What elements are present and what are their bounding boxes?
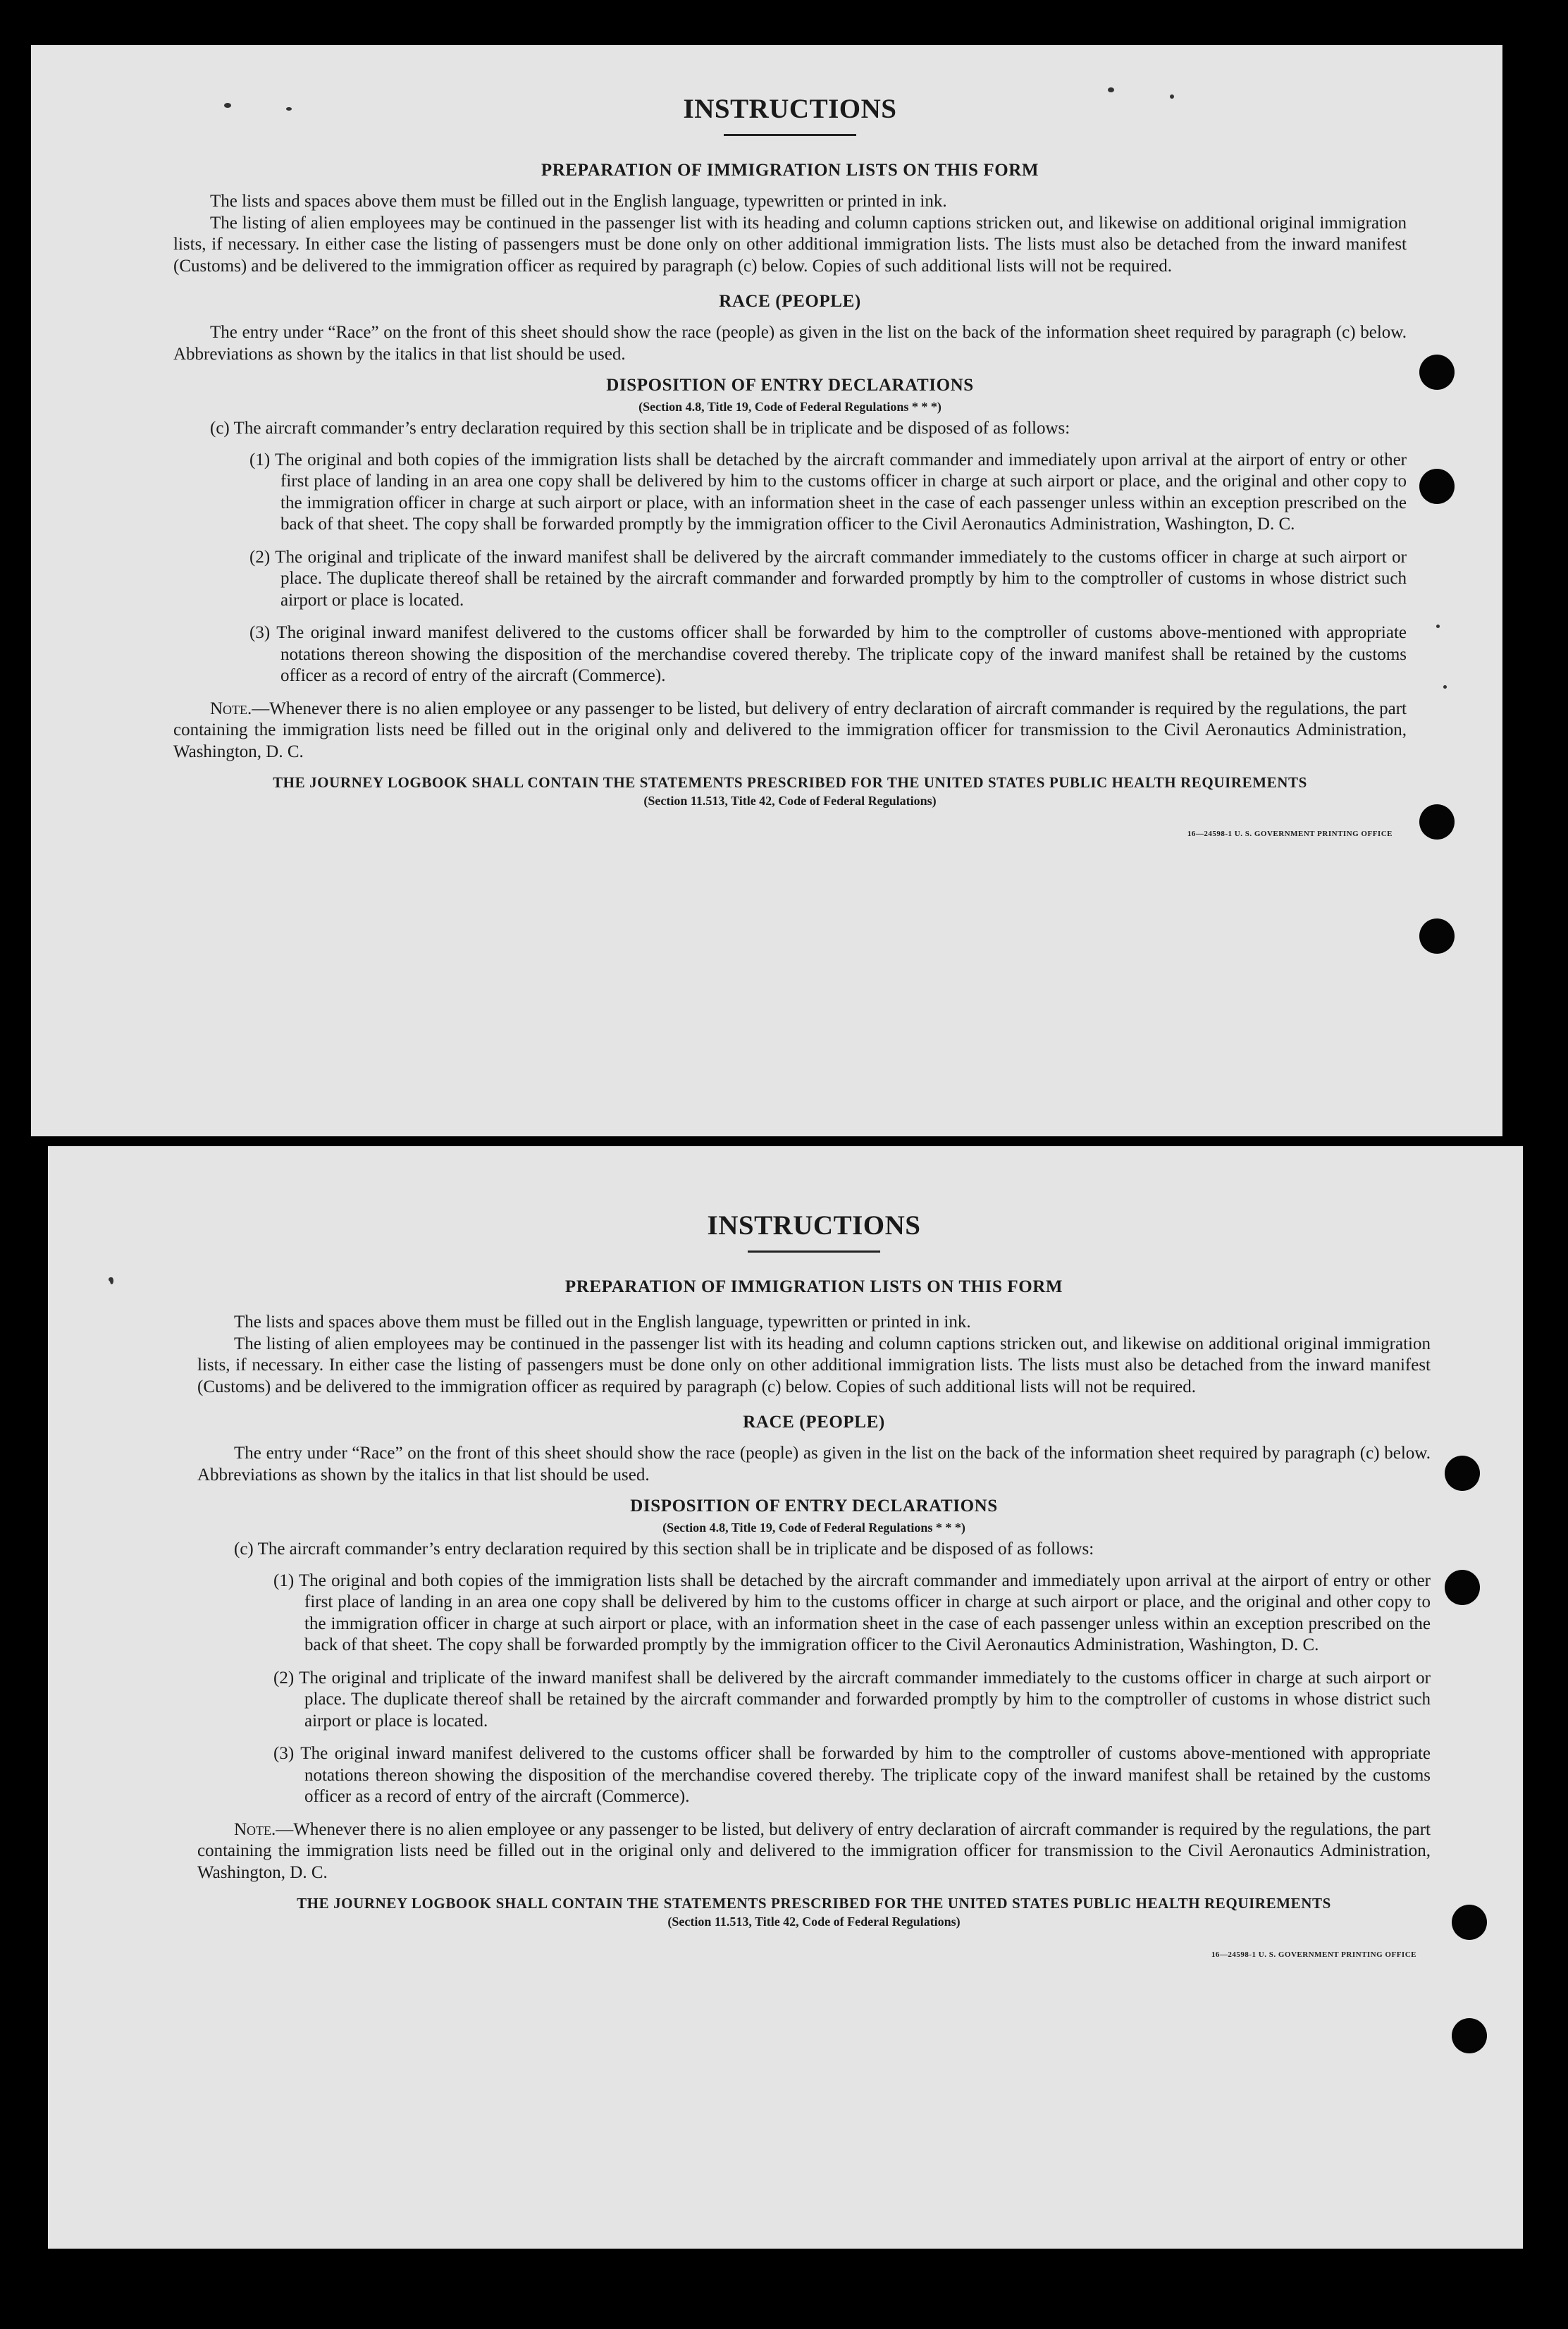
section-heading-disposition: DISPOSITION OF ENTRY DECLARATIONS bbox=[630, 1497, 998, 1516]
note-label: Note. bbox=[210, 699, 252, 718]
preparation-paragraph-2: The listing of alien employees may be continued in the passenger list with its heading and column captions stricken out, and likewise on additional original immigration lists, if necessary. In either case the listing of passengers must be done only on other additional immigration lists. The lists must also be detached from the inward manifest (Customs) and be delivered to the immigration officer as required by paragraph (c) below. Copies of such additional lists will not be required. bbox=[197, 1334, 1431, 1396]
punch-hole bbox=[1452, 1905, 1487, 1940]
punch-hole bbox=[1419, 355, 1455, 390]
punch-hole bbox=[1419, 804, 1455, 840]
health-requirements-citation: (Section 11.513, Title 42, Code of Federal Regulations) bbox=[667, 1915, 961, 1929]
printing-office-code: 16—24598-1 U. S. GOVERNMENT PRINTING OFFICE bbox=[1187, 830, 1393, 838]
title-rule bbox=[724, 134, 856, 136]
note-paragraph bbox=[197, 1819, 1431, 1884]
section-heading-preparation: PREPARATION OF IMMIGRATION LISTS ON THIS FORM bbox=[541, 161, 1039, 180]
section-heading-race: RACE (PEOPLE) bbox=[743, 1413, 885, 1432]
section-heading-disposition: DISPOSITION OF ENTRY DECLARATIONS bbox=[606, 376, 974, 395]
punch-hole bbox=[1445, 1456, 1480, 1491]
disposition-item-2: (2) The original and triplicate of the inward manifest shall be delivered by the aircraft commander immediately to the customs officer in charge at such airport or place. The duplicate thereof shall be retained by the aircraft commander and forwarded promptly by him to the comptroller of customs in whose district such airport or place is located. bbox=[273, 1668, 1431, 1731]
punch-hole bbox=[1419, 469, 1455, 504]
scan-speck bbox=[286, 107, 292, 111]
race-paragraph: The entry under “Race” on the front of this sheet should show the race (people) as given in the list on the back of the information sheet required by paragraph (c) below. Abbreviations as shown by the italics in that list should be used. bbox=[197, 1444, 1431, 1485]
disposition-citation: (Section 4.8, Title 19, Code of Federal Regulations * * *) bbox=[662, 1520, 965, 1535]
sheet-content bbox=[197, 1208, 1431, 1966]
scan-speck bbox=[1170, 94, 1174, 99]
punch-hole bbox=[1445, 1570, 1480, 1605]
disposition-citation: (Section 4.8, Title 19, Code of Federal Regulations * * *) bbox=[638, 400, 942, 414]
disposition-item-1: (1) The original and both copies of the immigration lists shall be detached by the aircraft commander and immediately upon arrival at the airport of entry or other first place of landing in an area one copy shall be delivered by him to the customs officer in charge at such airport or place, and the original and other copy to the immigration officer in charge at such airport or place, with an information sheet in the case of each passenger unless within an exception prescribed on the back of that sheet. The copy shall be forwarded promptly by the immigration officer to the Civil Aeronautics Administration, Washington, D. C. bbox=[273, 1571, 1431, 1654]
punch-hole bbox=[1452, 2018, 1487, 2053]
preparation-paragraph-1: The lists and spaces above them must be filled out in the English language, typewritten or printed in ink. bbox=[210, 192, 947, 211]
disposition-item-2: (2) The original and triplicate of the inward manifest shall be delivered by the aircraft commander immediately to the customs officer in charge at such airport or place. The duplicate thereof shall be retained by the aircraft commander and forwarded promptly by him to the comptroller of customs in whose district such airport or place is located. bbox=[249, 547, 1407, 610]
disposition-item-1: (1) The original and both copies of the immigration lists shall be detached by the aircraft commander and immediately upon arrival at the airport of entry or other first place of landing in an area one copy shall be delivered by him to the customs officer in charge at such airport or place, and the original and other copy to the immigration officer in charge at such airport or place, with an information sheet in the case of each passenger unless within an exception prescribed on the back of that sheet. The copy shall be forwarded promptly by the immigration officer to the Civil Aeronautics Administration, Washington, D. C. bbox=[249, 450, 1407, 534]
note-text: —Whenever there is no alien employee or any passenger to be listed, but delivery of entry declaration of aircraft commander is required by the regulations, the part containing the immigration lists need be filled out in the original only and delivered to the immigration officer for transmission to the Civil Aeronautics Administration, Washington, D. C. bbox=[197, 1819, 1431, 1882]
disposition-paragraph-c: (c) The aircraft commander’s entry declaration required by this section shall be in triplicate and be disposed of as follows: bbox=[234, 1540, 1094, 1559]
scan-speck bbox=[1108, 87, 1114, 92]
scan-speck bbox=[224, 103, 231, 108]
note-label: Note. bbox=[234, 1819, 276, 1839]
page-title: INSTRUCTIONS bbox=[707, 1210, 921, 1241]
scan-speck bbox=[1443, 685, 1447, 689]
health-requirements-statement: THE JOURNEY LOGBOOK SHALL CONTAIN THE STATEMENTS PRESCRIBED FOR THE UNITED STATES PUBLIC HEALTH REQUIREMENTS bbox=[297, 1895, 1331, 1912]
sheet-content bbox=[173, 92, 1407, 845]
scan-speck bbox=[1436, 625, 1440, 628]
punch-hole bbox=[1419, 918, 1455, 954]
preparation-paragraph-1: The lists and spaces above them must be filled out in the English language, typewritten or printed in ink. bbox=[234, 1313, 971, 1332]
disposition-item-3: (3) The original inward manifest delivered to the customs officer shall be forwarded by him to the comptroller of customs above-mentioned with appropriate notations thereon showing the disposition of the merchandise covered thereby. The triplicate copy of the inward manifest shall be retained by the customs officer as a record of entry of the aircraft (Commerce). bbox=[249, 623, 1407, 685]
scan-speck bbox=[110, 1277, 113, 1284]
section-heading-race: RACE (PEOPLE) bbox=[719, 292, 861, 311]
disposition-item-3: (3) The original inward manifest delivered to the customs officer shall be forwarded by him to the comptroller of customs above-mentioned with appropriate notations thereon showing the disposition of the merchandise covered thereby. The triplicate copy of the inward manifest shall be retained by the customs officer as a record of entry of the aircraft (Commerce). bbox=[273, 1744, 1431, 1806]
instruction-sheet-bottom bbox=[48, 1146, 1523, 2249]
section-heading-preparation: PREPARATION OF IMMIGRATION LISTS ON THIS FORM bbox=[564, 1277, 1063, 1296]
title-rule bbox=[748, 1250, 880, 1253]
printing-office-code: 16—24598-1 U. S. GOVERNMENT PRINTING OFFICE bbox=[1211, 1950, 1416, 1959]
health-requirements-citation: (Section 11.513, Title 42, Code of Federal Regulations) bbox=[643, 794, 937, 808]
disposition-paragraph-c: (c) The aircraft commander’s entry declaration required by this section shall be in triplicate and be disposed of as follows: bbox=[210, 419, 1070, 438]
note-text: —Whenever there is no alien employee or any passenger to be listed, but delivery of entry declaration of aircraft commander is required by the regulations, the part containing the immigration lists need be filled out in the original only and delivered to the immigration officer for transmission to the Civil Aeronautics Administration, Washington, D. C. bbox=[173, 699, 1407, 761]
preparation-paragraph-2: The listing of alien employees may be continued in the passenger list with its heading and column captions stricken out, and likewise on additional original immigration lists, if necessary. In either case the listing of passengers must be done only on other additional immigration lists. The lists must also be detached from the inward manifest (Customs) and be delivered to the immigration officer as required by paragraph (c) below. Copies of such additional lists will not be required. bbox=[173, 213, 1407, 276]
instruction-sheet-top bbox=[31, 45, 1502, 1136]
page-title: INSTRUCTIONS bbox=[683, 94, 897, 124]
race-paragraph: The entry under “Race” on the front of this sheet should show the race (people) as given in the list on the back of the information sheet required by paragraph (c) below. Abbreviations as shown by the italics in that list should be used. bbox=[173, 323, 1407, 364]
health-requirements-statement: THE JOURNEY LOGBOOK SHALL CONTAIN THE STATEMENTS PRESCRIBED FOR THE UNITED STATES PUBLIC HEALTH REQUIREMENTS bbox=[273, 774, 1307, 791]
note-paragraph bbox=[173, 699, 1407, 763]
